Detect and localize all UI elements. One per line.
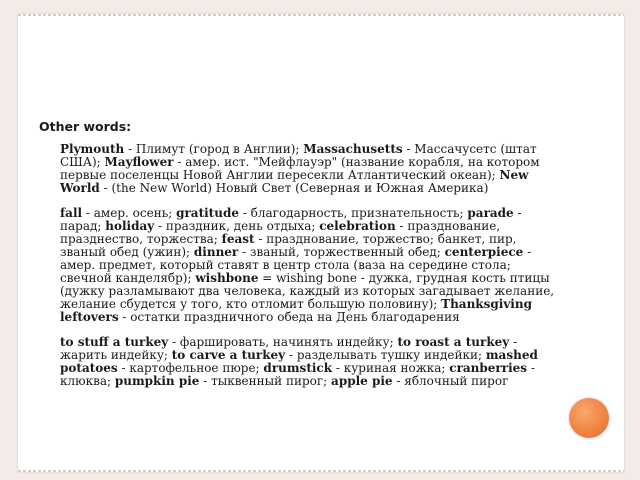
glossary-term: Plymouth [60, 142, 125, 156]
glossary-definition: - куриная ножка; [332, 361, 450, 375]
glossary-term: cranberries [449, 361, 528, 375]
glossary-term: drumstick [263, 361, 333, 375]
glossary-definition: - празднование, торжество; банкет, пир, званый обед (ужин); [60, 232, 517, 259]
glossary-paragraph [60, 207, 556, 324]
glossary-definition: - клюква; [60, 361, 535, 388]
glossary-term: to stuff a turkey [60, 335, 169, 349]
glossary-definition: - остатки праздничного обеда на День благодарения [118, 310, 460, 324]
glossary-term: Massachusetts [303, 142, 403, 156]
glossary-paragraphs [39, 143, 559, 388]
glossary-paragraph [60, 143, 556, 195]
glossary-definition: - празднование, празднество, торжества; [60, 219, 501, 246]
bottom-stripe-decoration [18, 470, 624, 472]
glossary-definition: - разделывать тушку индейки; [285, 348, 486, 362]
glossary-definition: - благодарность, признательность; [238, 206, 468, 220]
glossary-paragraph [60, 336, 556, 388]
glossary-term: wishbone [195, 271, 259, 285]
glossary-term: mashed potatoes [60, 348, 538, 375]
glossary-term: apple pie [331, 374, 393, 388]
glossary-term: parade [467, 206, 514, 220]
glossary-definition: - тыквенный пирог; [199, 374, 332, 388]
glossary-term: to roast a turkey [397, 335, 510, 349]
slide-title: Other words: [39, 119, 132, 134]
glossary-term: holiday [105, 219, 155, 233]
glossary-definition: - званый, торжественный обед; [238, 245, 445, 259]
glossary-term: fall [60, 206, 83, 220]
glossary-definition: = wishing bone - дужка, грудная кость птицы (дужку разламывают два человека, каждый из которых загадывает желание, желание сбудется у того, кто отломит большую половину); [60, 271, 555, 311]
glossary-term: to carve a turkey [171, 348, 286, 362]
glossary-definition: - праздник, день отдыха; [154, 219, 320, 233]
top-stripe-decoration [18, 14, 624, 16]
glossary-definition: - Массачусетс (штат США); [60, 142, 537, 169]
glossary-term: dinner [193, 245, 239, 259]
glossary-definition: - Плимут (город в Англии); [124, 142, 304, 156]
glossary-definition: - яблочный пирог [392, 374, 509, 388]
glossary-definition: - фаршировать, начинять индейку; [168, 335, 398, 349]
glossary-definition: - амер. предмет, который ставят в центр стола (ваза на середине стола; свечной канделябр); [60, 245, 532, 285]
glossary-definition: - амер. осень; [82, 206, 177, 220]
glossary-term: Thanksgiving leftovers [60, 297, 532, 324]
glossary-term: centerpiece [444, 245, 524, 259]
glossary-term: pumpkin pie [114, 374, 200, 388]
glossary-definition: - амер. ист. "Мейфлауэр" (название корабля, на котором первые поселенцы Новой Англии пересекли Атлантический океан); [60, 155, 540, 182]
glossary-term: gratitude [176, 206, 239, 220]
glossary-definition: - парад; [60, 206, 522, 233]
glossary-definition: - картофельное пюре; [117, 361, 264, 375]
orange-circle-decoration [569, 398, 609, 438]
glossary-definition: - (the New World) Новый Свет (Северная и Южная Америка) [99, 181, 489, 195]
glossary-term: celebration [319, 219, 396, 233]
glossary-term: Mayflower [104, 155, 174, 169]
glossary-definition: - жарить индейку; [60, 335, 518, 362]
glossary-term: New World [60, 168, 529, 195]
slide-content [39, 120, 559, 400]
glossary-term: feast [221, 232, 255, 246]
